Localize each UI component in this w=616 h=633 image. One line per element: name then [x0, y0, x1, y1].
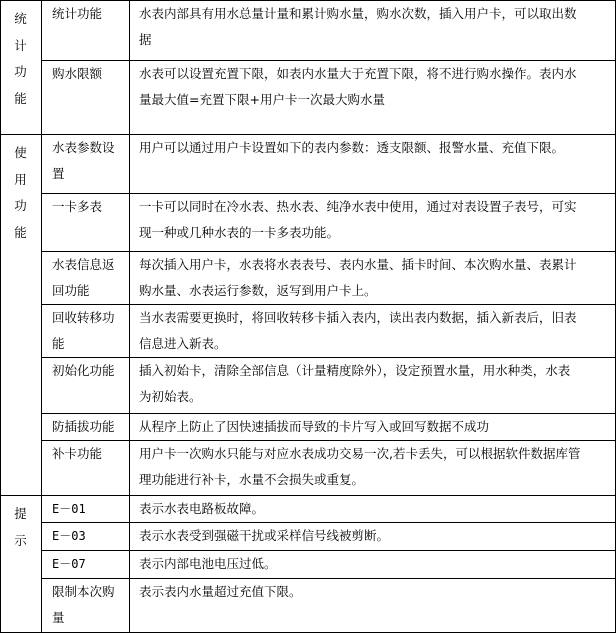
feature-description: 表示水表电路板故障。 — [139, 501, 265, 516]
section-category — [0, 6, 41, 112]
feature-name: 回功能 — [52, 283, 90, 298]
category-char: 示 — [14, 532, 27, 548]
feature-name: E－03 — [52, 529, 86, 543]
feature-name: E－01 — [52, 502, 86, 516]
feature-description: 据 — [139, 32, 152, 47]
feature-description: 水表可以设置充置下限，如表内水量大于充置下限，将不进行购水操作。表内水 — [139, 66, 577, 81]
feature-name: 初始化功能 — [52, 363, 115, 378]
feature-description: 一卡可以同时在冷水表、热水表、纯净水表中使用，通过对表设置子表号，可实 — [139, 199, 577, 214]
feature-name: 一卡多表 — [52, 199, 103, 214]
category-char: 能 — [14, 90, 27, 106]
feature-description: 表示水表受到强磁干扰或采样信号线被剪断。 — [139, 528, 390, 543]
category-char: 统 — [14, 11, 27, 26]
category-char: 功 — [14, 198, 27, 213]
vertical-rule — [129, 0, 130, 633]
feature-description: 每次插入用户卡，水表将水表表号、表内水量、插卡时间、本次购水量、表累计 — [139, 257, 577, 272]
category-char: 能 — [14, 224, 27, 240]
feature-description: 从程序上防止了因快速插拔而导致的卡片写入或回写数据不成功 — [139, 419, 490, 434]
category-char: 功 — [14, 64, 27, 79]
feature-name: 购水限额 — [52, 66, 103, 81]
horizontal-rule — [41, 578, 616, 579]
feature-description: 为初始表。 — [139, 389, 202, 404]
feature-name: E－07 — [52, 557, 86, 571]
feature-description: 用户可以通过用户卡设置如下的表内参数：透支限额、报警水量、充值下限。 — [139, 140, 565, 155]
feature-name: 水表信息返 — [52, 257, 115, 272]
category-char: 用 — [14, 171, 27, 187]
feature-name: 限制本次购 — [52, 584, 115, 599]
feature-name: 置 — [52, 166, 65, 181]
feature-description: 表示内部电池电压过低。 — [139, 556, 277, 571]
section-category — [0, 501, 41, 554]
feature-name: 水表参数设 — [52, 140, 115, 155]
feature-description: 信息进入新表。 — [139, 336, 227, 351]
feature-description: 当水表需要更换时，将回收转移卡插入表内，读出表内数据，插入新表后，旧表 — [139, 310, 577, 325]
feature-description: 量最大值=充置下限+用户卡一次最大购水量 — [139, 92, 385, 107]
vertical-rule — [41, 0, 42, 633]
feature-description: 水表内部具有用水总量计量和累计购水量，购水次数，插入用户卡，可以取出数 — [139, 6, 577, 21]
feature-name: 统计功能 — [52, 6, 103, 21]
horizontal-rule — [0, 495, 616, 496]
feature-name: 防插拔功能 — [52, 419, 115, 434]
category-char: 计 — [14, 37, 27, 53]
feature-name: 回收转移功 — [52, 310, 115, 325]
feature-description: 购水量、水表运行参数，返写到用户卡上。 — [139, 283, 377, 298]
feature-description: 表示表内水量超过充值下限。 — [139, 584, 302, 599]
feature-description: 用户卡一次购水只能与对应水表成功交易一次,若卡丢失，可以根据软件数据库管 — [139, 446, 581, 461]
horizontal-rule — [41, 550, 616, 551]
section-category — [0, 140, 41, 246]
feature-description: 插入初始卡，清除全部信息（计量精度除外），设定预置水量，用水种类，水表 — [139, 363, 571, 378]
feature-description: 理功能进行补卡，水量不会损失或重复。 — [139, 472, 365, 487]
feature-description: 现一种或几种水表的一卡多表功能。 — [139, 225, 340, 240]
feature-name: 补卡功能 — [52, 446, 103, 461]
feature-name: 量 — [52, 610, 65, 625]
feature-name: 能 — [52, 336, 65, 351]
category-char: 提 — [14, 506, 27, 521]
category-char: 使 — [14, 145, 27, 160]
